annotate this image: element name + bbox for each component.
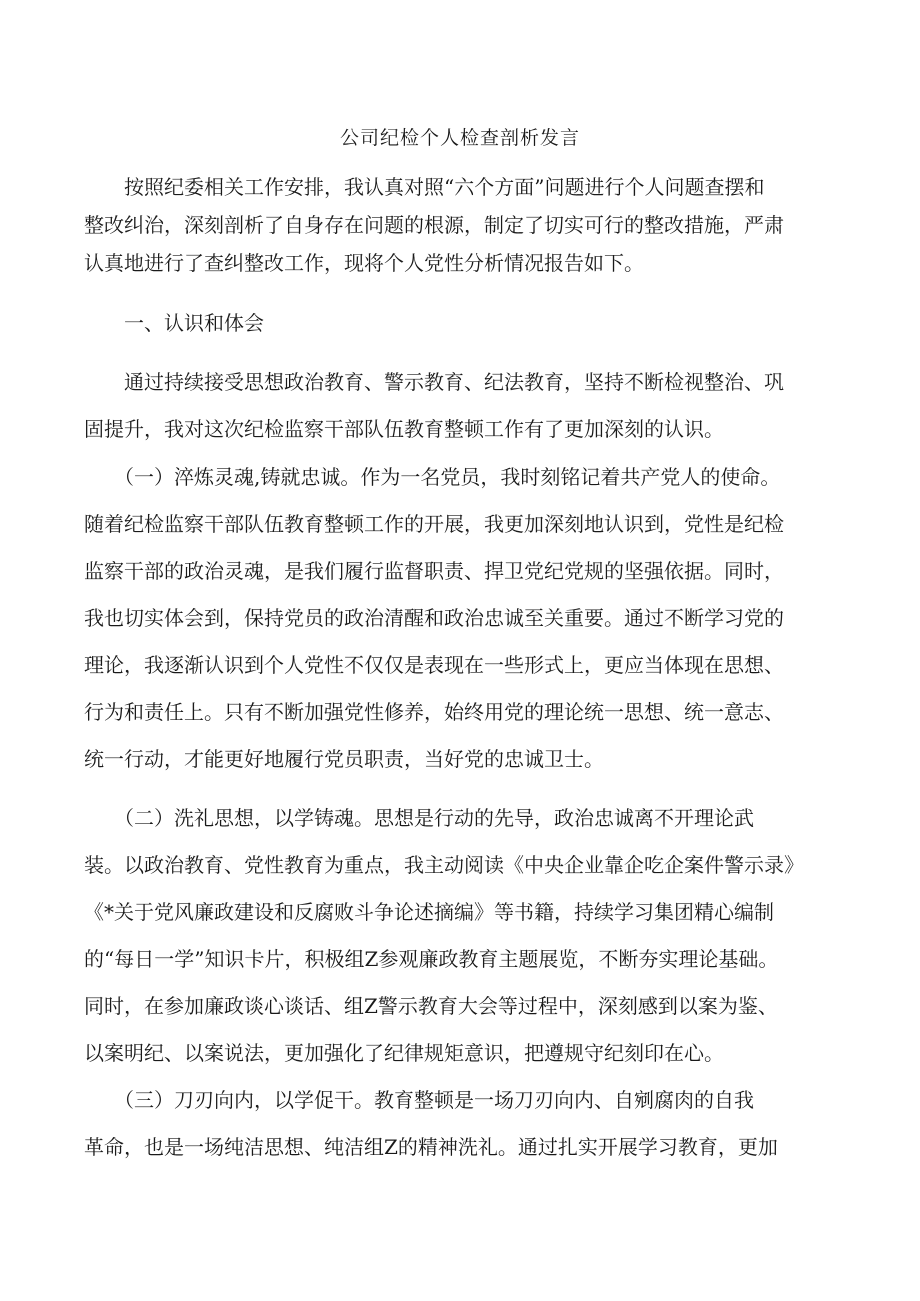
text-line: 革命，也是一场纯洁思想、纯洁组Z的精神洗礼。通过扎实开展学习教育，更加 xyxy=(84,1135,778,1159)
text-line: （一）淬炼灵魂,铸就忠诚。作为一名党员，我时刻铭记着共产党人的使命。 xyxy=(84,465,781,489)
text-line: （二）洗礼思想，以学铸魂。思想是行动的先导，政治忠诚离不开理论武 xyxy=(84,806,754,830)
text-line: 统一行动，才能更好地履行党员职责，当好党的忠诚卫士。 xyxy=(84,747,604,771)
section-heading: 一、认识和体会 xyxy=(84,311,264,335)
text-line: 监察干部的政治灵魂，是我们履行监督职责、捍卫党纪党规的坚强依据。同时， xyxy=(84,559,784,583)
text-line: 行为和责任上。只有不断加强党性修养，始终用党的理论统一思想、统一意志、 xyxy=(84,700,784,724)
text-line: 通过持续接受思想政治教育、警示教育、纪法教育，坚持不断检视整治、巩 xyxy=(84,370,784,394)
text-line: 整改纠治，深刻剖析了自身存在问题的根源，制定了切实可行的整改措施，严肃 xyxy=(84,213,784,237)
text-line: 理论，我逐渐认识到个人党性不仅仅是表现在一些形式上，更应当体现在思想、 xyxy=(84,653,784,677)
text-line: 随着纪检监察干部队伍教育整顿工作的开展，我更加深刻地认识到，党性是纪检 xyxy=(84,512,784,536)
text-line: 认真地进行了查纠整改工作，现将个人党性分析情况报告如下。 xyxy=(84,251,644,275)
document-title: 公司纪检个人检查剖析发言 xyxy=(339,127,580,149)
text-line: 同时，在参加廉政谈心谈话、组Z警示教育大会等过程中，深刻感到以案为鉴、 xyxy=(84,994,778,1018)
text-line: 我也切实体会到，保持党员的政治清醒和政治忠诚至关重要。通过不断学习党的 xyxy=(84,606,784,630)
text-line: （三）刀刃向内，以学促干。教育整顿是一场刀刃向内、自剜腐肉的自我 xyxy=(84,1088,754,1112)
text-line: 的“每日一学”知识卡片，积极组Z参观廉政教育主题展览，不断夯实理论基础。 xyxy=(84,947,779,971)
text-line: 固提升，我对这次纪检监察干部队伍教育整顿工作有了更加深刻的认识。 xyxy=(84,417,724,441)
text-line: 装。以政治教育、党性教育为重点，我主动阅读《中央企业靠企吃企案件警示录》 xyxy=(84,853,804,877)
text-line: 按照纪委相关工作安排，我认真对照“六个方面”问题进行个人问题查摆和 xyxy=(84,175,765,199)
text-line: 《*关于党风廉政建设和反腐败斗争论述摘编》等书籍，持续学习集团精心编制 xyxy=(84,900,774,924)
text-line: 以案明纪、以案说法，更加强化了纪律规矩意识，把遵规守纪刻印在心。 xyxy=(84,1041,724,1065)
